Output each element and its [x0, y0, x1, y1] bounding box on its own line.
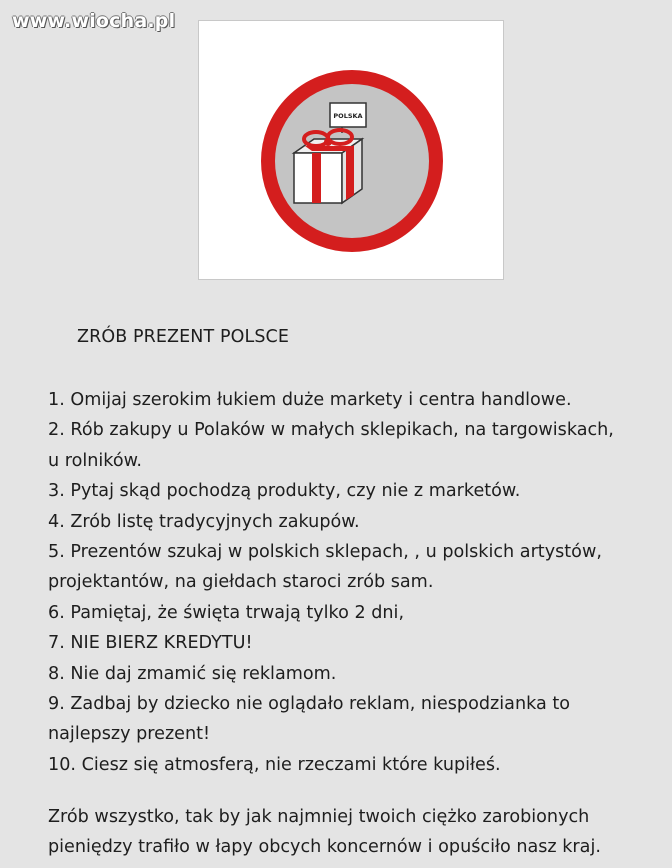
gift-logo-image [199, 21, 505, 281]
list-item: 3. Pytaj skąd pochodzą produkty, czy nie z marketów. [48, 481, 521, 502]
list-item: 10. Ciesz się atmosferą, nie rzeczami które kupiłeś. [48, 754, 501, 775]
list-item: 9. Zadbaj by dziecko nie oglądało reklam, niespodzianka to [48, 693, 571, 714]
list-item: 4. Zrób listę tradycyjnych zakupów. [48, 511, 360, 532]
list-item: najlepszy prezent! [48, 724, 211, 745]
closing-line: Zrób wszystko, tak by jak najmniej twoich ciężko zarobionych [48, 807, 590, 827]
list-item: 2. Rób zakupy u Polaków w małych sklepikach, na targowiskach, [48, 420, 614, 441]
tips-list [48, 385, 658, 780]
list-item: u rolników. [48, 450, 142, 471]
polska-tag-text: POLSKA [333, 112, 363, 120]
list-item: 6. Pamiętaj, że święta trwają tylko 2 dni, [48, 602, 405, 623]
list-item: 7. NIE BIERZ KREDYTU! [48, 633, 253, 654]
closing-line: pieniędzy trafiło w łapy obcych koncernów i opuściło nasz kraj. [48, 837, 601, 858]
watermark-logo: www.wiocha.pl [12, 10, 176, 32]
list-item: projektantów, na giełdach staroci zrób sam. [48, 572, 434, 593]
list-item: 8. Nie daj zmamić się reklamom. [48, 663, 337, 684]
list-item: 5. Prezentów szukaj w polskich sklepach, , u polskich artystów, [48, 541, 602, 562]
list-item: 1. Omijaj szerokim łukiem duże markety i centra handlowe. [48, 390, 572, 410]
closing-paragraph [48, 802, 601, 863]
gift-logo-frame [198, 20, 504, 280]
page-title: ZRÓB PREZENT POLSCE [77, 327, 290, 347]
